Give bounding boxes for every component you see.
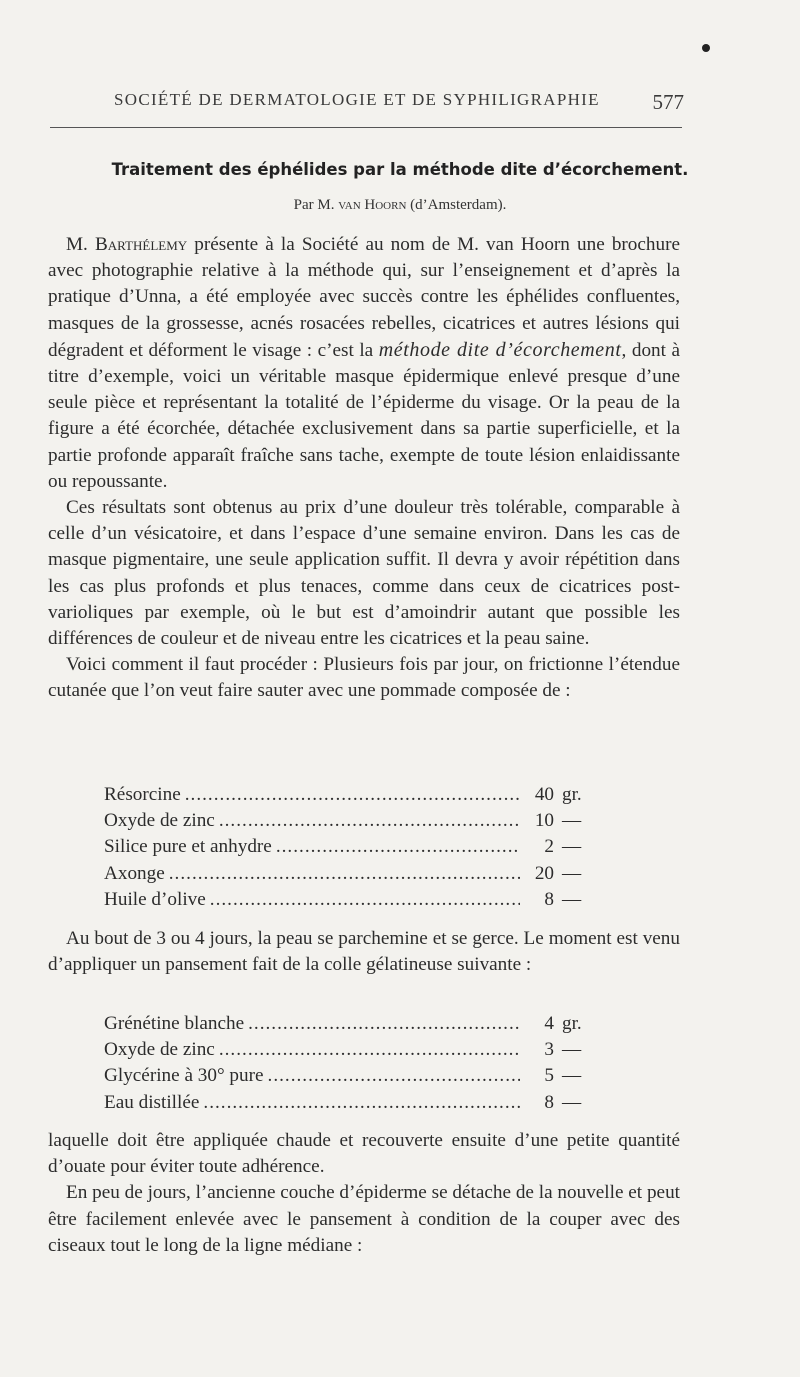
recipe-ointment — [104, 784, 616, 915]
running-head — [114, 90, 684, 115]
ingredient-unit: — — [562, 1039, 582, 1061]
recipe-row — [104, 863, 616, 889]
ink-dot — [702, 44, 710, 52]
ingredient-quantity: 4 — [544, 1013, 554, 1034]
recipe-row — [104, 836, 616, 862]
dot-leader — [276, 836, 520, 858]
recipe-row — [104, 1065, 616, 1091]
ingredient-quantity: 40 — [534, 784, 554, 805]
recipe-row — [104, 889, 616, 915]
dot-leader — [169, 863, 520, 885]
ingredient-name: Silice pure et anhydre — [104, 836, 272, 858]
ingredient-name: Résorcine — [104, 784, 181, 805]
body-text-3 — [48, 1128, 680, 1259]
ingredient-quantity: 3 — [544, 1039, 554, 1061]
ingredient-unit: — — [562, 1065, 582, 1087]
dot-leader — [185, 784, 520, 806]
ingredient-quantity: 10 — [534, 810, 554, 832]
dot-leader — [219, 1039, 520, 1061]
body-text-1 — [48, 232, 680, 705]
recipe-row — [104, 810, 616, 836]
ingredient-unit: gr. — [562, 1013, 582, 1034]
dot-leader — [203, 1092, 520, 1114]
ingredient-quantity: 5 — [544, 1065, 554, 1087]
running-title: SOCIÉTÉ DE DERMATOLOGIE ET DE SYPHILIGRAPHIE — [114, 90, 600, 109]
ingredient-name: Oxyde de zinc — [104, 810, 215, 832]
page-number: 577 — [652, 90, 684, 114]
ingredient-name: Eau distillée — [104, 1091, 200, 1113]
article-title: Traitement des éphélides par la méthode dite d’écorchement. — [111, 160, 689, 179]
paragraph-2: Ces résultats sont obtenus au prix d’une douleur très tolérable, comparable à celle d’un vésicatoire, et dans l’espace d’une semaine environ. Dans les cas de masque pigmentaire, une seule application suffit. Il devra y avoir répétition dans les cas plus profonds et plus tenaces, comme dans ceux de cicatrices post-varioliques par exemple, où le but est d’amoindrir autant que possible les différences de couleur et de niveau entre les cicatrices et la peau saine. — [48, 497, 680, 650]
article-byline: Par M. van Hoorn (d’Amsterdam). — [293, 197, 507, 213]
ingredient-name: Grénétine blanche — [104, 1013, 245, 1034]
paragraph-4: Au bout de 3 ou 4 jours, la peau se parchemine et se gerce. Le moment est venu d’appliquer un pansement fait de la colle gélatineuse suivante : — [48, 928, 680, 976]
ingredient-quantity: 8 — [544, 888, 554, 910]
ingredient-unit: — — [562, 862, 582, 884]
recipe-row — [104, 784, 616, 810]
ingredient-unit: — — [562, 836, 582, 858]
ingredient-unit: — — [562, 888, 582, 910]
ingredient-unit: — — [562, 1091, 582, 1113]
ingredient-name: Oxyde de zinc — [104, 1039, 215, 1061]
author-name: van Hoorn — [338, 197, 407, 213]
paragraph-1: M. Barthélemy présente à la Société au nom de M. van Hoorn une brochure avec photographie relative à la méthode qui, sur l’enseignement et d’après la pratique d’Unna, a été employée avec succès contre les éphélides confluentes, masques de la grossesse, acnés rosacées rebelles, cicatrices et autres lésions qui dégradent et déforment le visage : c’est la méthode dite d’écorchement, dont à titre d’exemple, voici un véritable masque épidermique enlevé presque d’une seule pièce et représentant la totalité de l’épiderme du visage. Or la peau de la figure a été écorchée, détachée exclusivement dans sa partie superficielle, et la partie profonde apparaît fraîche sans tache, exempte de toute lésion enlaidissante ou repoussante. — [48, 234, 681, 492]
paragraph-5: laquelle doit être appliquée chaude et recouverte ensuite d’une petite quantité d’ouate pour éviter toute adhérence. — [48, 1130, 680, 1178]
recipe-row — [104, 1013, 616, 1039]
dot-leader — [268, 1065, 520, 1087]
ingredient-name: Huile d’olive — [104, 888, 206, 910]
ingredient-quantity: 8 — [544, 1091, 554, 1113]
ingredient-quantity: 20 — [534, 862, 554, 884]
paragraph-3: Voici comment il faut procéder : Plusieurs fois par jour, on frictionne l’étendue cutanée que l’on veut faire sauter avec une pommade composée de : — [48, 654, 680, 702]
recipe-gelatin-paste — [104, 1013, 616, 1118]
ingredient-unit: gr. — [562, 784, 582, 805]
paragraph-6: En peu de jours, l’ancienne couche d’épiderme se détache de la nouvelle et peut être facilement enlevée avec le pansement à condition de la couper avec des ciseaux tout le long de la ligne médiane : — [48, 1182, 680, 1256]
body-text-2 — [48, 926, 680, 978]
ingredient-quantity: 2 — [544, 836, 554, 858]
header-rule — [50, 127, 682, 128]
dot-leader — [210, 889, 520, 911]
ingredient-name: Glycérine à 30° pure — [104, 1065, 264, 1087]
dot-leader — [219, 810, 520, 832]
recipe-row — [104, 1092, 616, 1118]
ingredient-unit: — — [562, 810, 582, 832]
presenter-name: Barthélemy — [94, 234, 188, 255]
method-name: méthode dite d’écorchement — [378, 338, 622, 361]
ingredient-name: Axonge — [104, 862, 165, 884]
dot-leader — [248, 1013, 520, 1035]
recipe-row — [104, 1039, 616, 1065]
